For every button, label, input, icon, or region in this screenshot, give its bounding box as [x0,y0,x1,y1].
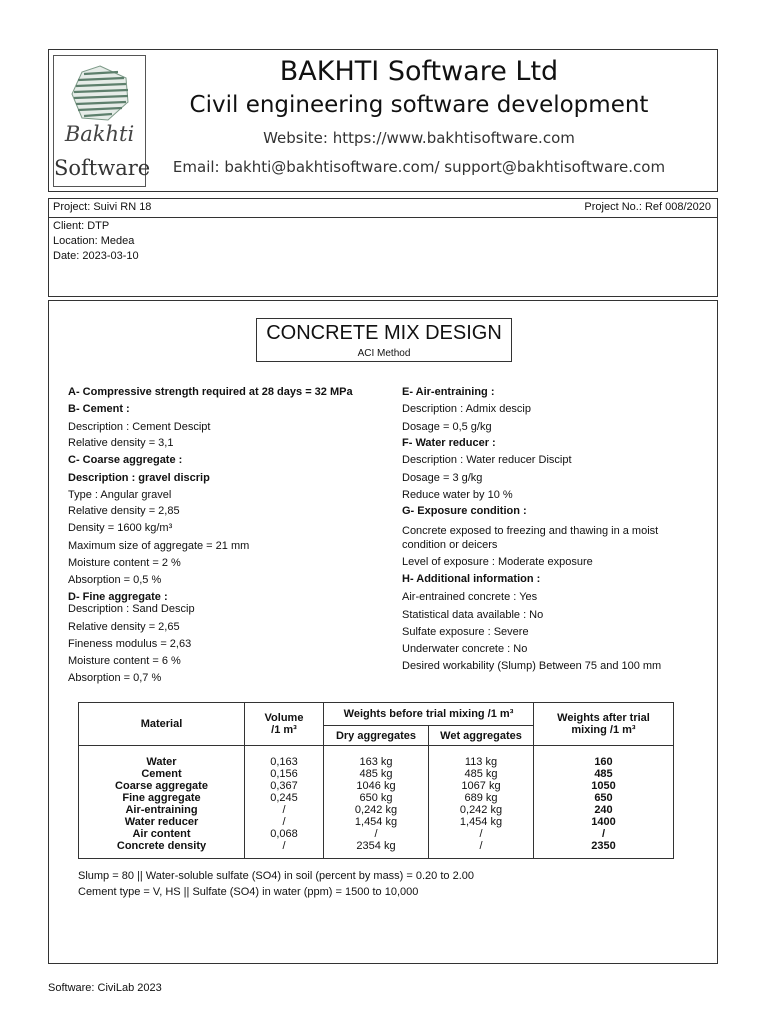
material-column [79,746,245,859]
table-cell: 163 kg [359,756,393,768]
logo-emblem-icon [68,64,132,122]
table-cell: 1046 kg [356,780,396,792]
additional-info-heading: H- Additional information : [402,573,541,585]
exposure-heading: G- Exposure condition : [402,505,527,517]
company-logo [53,55,151,187]
table-cell: 485 [594,768,613,780]
table-cell: / [282,840,286,852]
material-header: Material [79,703,245,746]
fine-moisture-content: Moisture content = 6 % [68,655,181,667]
title-box [256,318,512,362]
exposure-description-1: Concrete exposed to freezing and thawing in a moist [402,525,659,537]
table-cell: / [479,840,483,852]
table-cell: / [479,828,483,840]
air-entraining-dosage: Dosage = 0,5 g/kg [402,421,492,433]
volume-column [245,746,324,859]
company-website: Website: https://www.bakhtisoftware.com [263,129,575,147]
coarse-absorption: Absorption = 0,5 % [68,574,162,586]
cement-relative-density: Relative density = 3,1 [68,437,174,449]
table-cell: Air-entraining [125,804,198,816]
project-info-box [48,198,718,297]
max-aggregate-size: Maximum size of aggregate = 21 mm [68,540,250,552]
notes-line-2: Cement type = V, HS || Sulfate (SO4) in water (ppm) = 1500 to 10,000 [78,886,419,898]
volume-header-line1: Volume [264,712,304,724]
table-cell: 650 [594,792,613,804]
coarse-density: Density = 1600 kg/m³ [68,522,173,534]
location-line: Location: Medea [53,235,135,247]
fineness-modulus: Fineness modulus = 2,63 [68,638,192,650]
footer-software: Software: CiviLab 2023 [48,982,162,994]
fine-relative-density: Relative density = 2,65 [68,621,180,633]
company-header [48,49,718,192]
coarse-aggregate-description: Description : gravel discrip [68,472,210,484]
table-cell: 160 [594,756,613,768]
air-entraining-heading: E- Air-entraining : [402,386,495,398]
dry-aggregates-header: Dry aggregates [324,726,429,746]
table-cell: Concrete density [116,840,207,852]
weights-before-header: Weights before trial mixing /1 m³ [324,703,534,726]
table-cell: 1,454 kg [459,816,503,828]
cement-heading: B- Cement : [68,403,130,415]
mix-design-report [48,300,718,964]
coarse-relative-density: Relative density = 2,85 [68,505,180,517]
logo-script-text: Bakhti [64,122,135,146]
table-cell: Coarse aggregate [115,780,208,792]
coarse-aggregate-type: Type : Angular gravel [68,489,172,501]
dry-column [324,746,429,859]
air-entrained-concrete: Air-entrained concrete : Yes [402,591,538,603]
table-cell: 2354 kg [356,840,396,852]
table-cell: Water reducer [124,816,199,828]
air-entraining-description: Description : Admix descip [402,403,531,415]
table-cell: / [282,816,286,828]
company-name: BAKHTI Software Ltd [279,56,559,87]
table-cell: Air content [132,828,191,840]
table-cell: / [601,828,606,840]
wet-column [429,746,534,859]
fine-aggregate-heading: D- Fine aggregate : [68,591,168,603]
water-reduction: Reduce water by 10 % [402,489,513,501]
water-reducer-description: Description : Water reducer Discipt [402,454,572,466]
exposure-description-2: condition or deicers [402,539,498,551]
document-title: CONCRETE MIX DESIGN [266,322,502,344]
coarse-moisture-content: Moisture content = 2 % [68,557,181,569]
table-cell: 650 kg [359,792,393,804]
table-cell: 0,242 kg [354,804,398,816]
logo-wordmark-text: Software [54,156,151,180]
project-number: Project No.: Ref 008/2020 [584,201,711,213]
after-column [534,746,674,859]
table-cell: 689 kg [464,792,498,804]
table-cell: 0,163 [270,756,298,768]
exposure-level: Level of exposure : Moderate exposure [402,556,593,568]
client-line: Client: DTP [53,220,110,232]
mix-proportions-table [78,702,674,859]
water-reducer-heading: F- Water reducer : [402,437,496,449]
table-cell: Fine aggregate [122,792,201,804]
fine-absorption: Absorption = 0,7 % [68,672,162,684]
table-cell: Water [146,756,177,768]
table-cell: 2350 [591,840,616,852]
volume-header-line2: /1 m³ [271,724,297,736]
table-cell: 1067 kg [461,780,501,792]
sulfate-exposure: Sulfate exposure : Severe [402,626,529,638]
underwater-concrete: Underwater concrete : No [402,643,528,655]
table-cell: / [282,804,286,816]
desired-workability: Desired workability (Slump) Between 75 and 100 mm [402,660,662,672]
table-cell: 240 [594,804,613,816]
table-cell: / [374,828,378,840]
volume-header [245,703,324,746]
table-cell: 113 kg [464,756,498,768]
table-cell: 485 kg [359,768,393,780]
project-name: Project: Suivi RN 18 [53,201,152,213]
water-reducer-dosage: Dosage = 3 g/kg [402,472,483,484]
weights-after-header-line2: mixing /1 m³ [571,724,636,736]
company-tagline: Civil engineering software development [189,92,649,118]
weights-after-header [534,703,674,746]
table-cell: 1050 [591,780,616,792]
table-cell: Cement [141,768,182,780]
notes-line-1: Slump = 80 || Water-soluble sulfate (SO4) in soil (percent by mass) = 0.20 to 2.00 [78,870,474,882]
project-row [49,199,717,218]
table-cell: 1400 [591,816,616,828]
table-cell: 0,245 [270,792,298,804]
weights-after-header-line1: Weights after trial [557,712,650,724]
table-cell: 1,454 kg [354,816,398,828]
company-email: Email: bakhti@bakhtisoftware.com/ support@bakhtisoftware.com [172,158,666,176]
fine-aggregate-description: Description : Sand Descip [68,603,195,615]
table-cell: 0,156 [270,768,298,780]
wet-aggregates-header: Wet aggregates [429,726,534,746]
statistical-data: Statistical data available : No [402,609,544,621]
document-subtitle: ACI Method [357,348,411,359]
cement-description: Description : Cement Descipt [68,421,211,433]
compressive-strength: A- Compressive strength required at 28 days = 32 MPa [68,386,353,398]
date-line: Date: 2023-03-10 [53,250,139,262]
table-cell: 485 kg [464,768,498,780]
coarse-aggregate-heading: C- Coarse aggregate : [68,454,183,466]
table-cell: 0,367 [270,780,298,792]
table-cell: 0,242 kg [459,804,503,816]
table-cell: 0,068 [270,828,298,840]
